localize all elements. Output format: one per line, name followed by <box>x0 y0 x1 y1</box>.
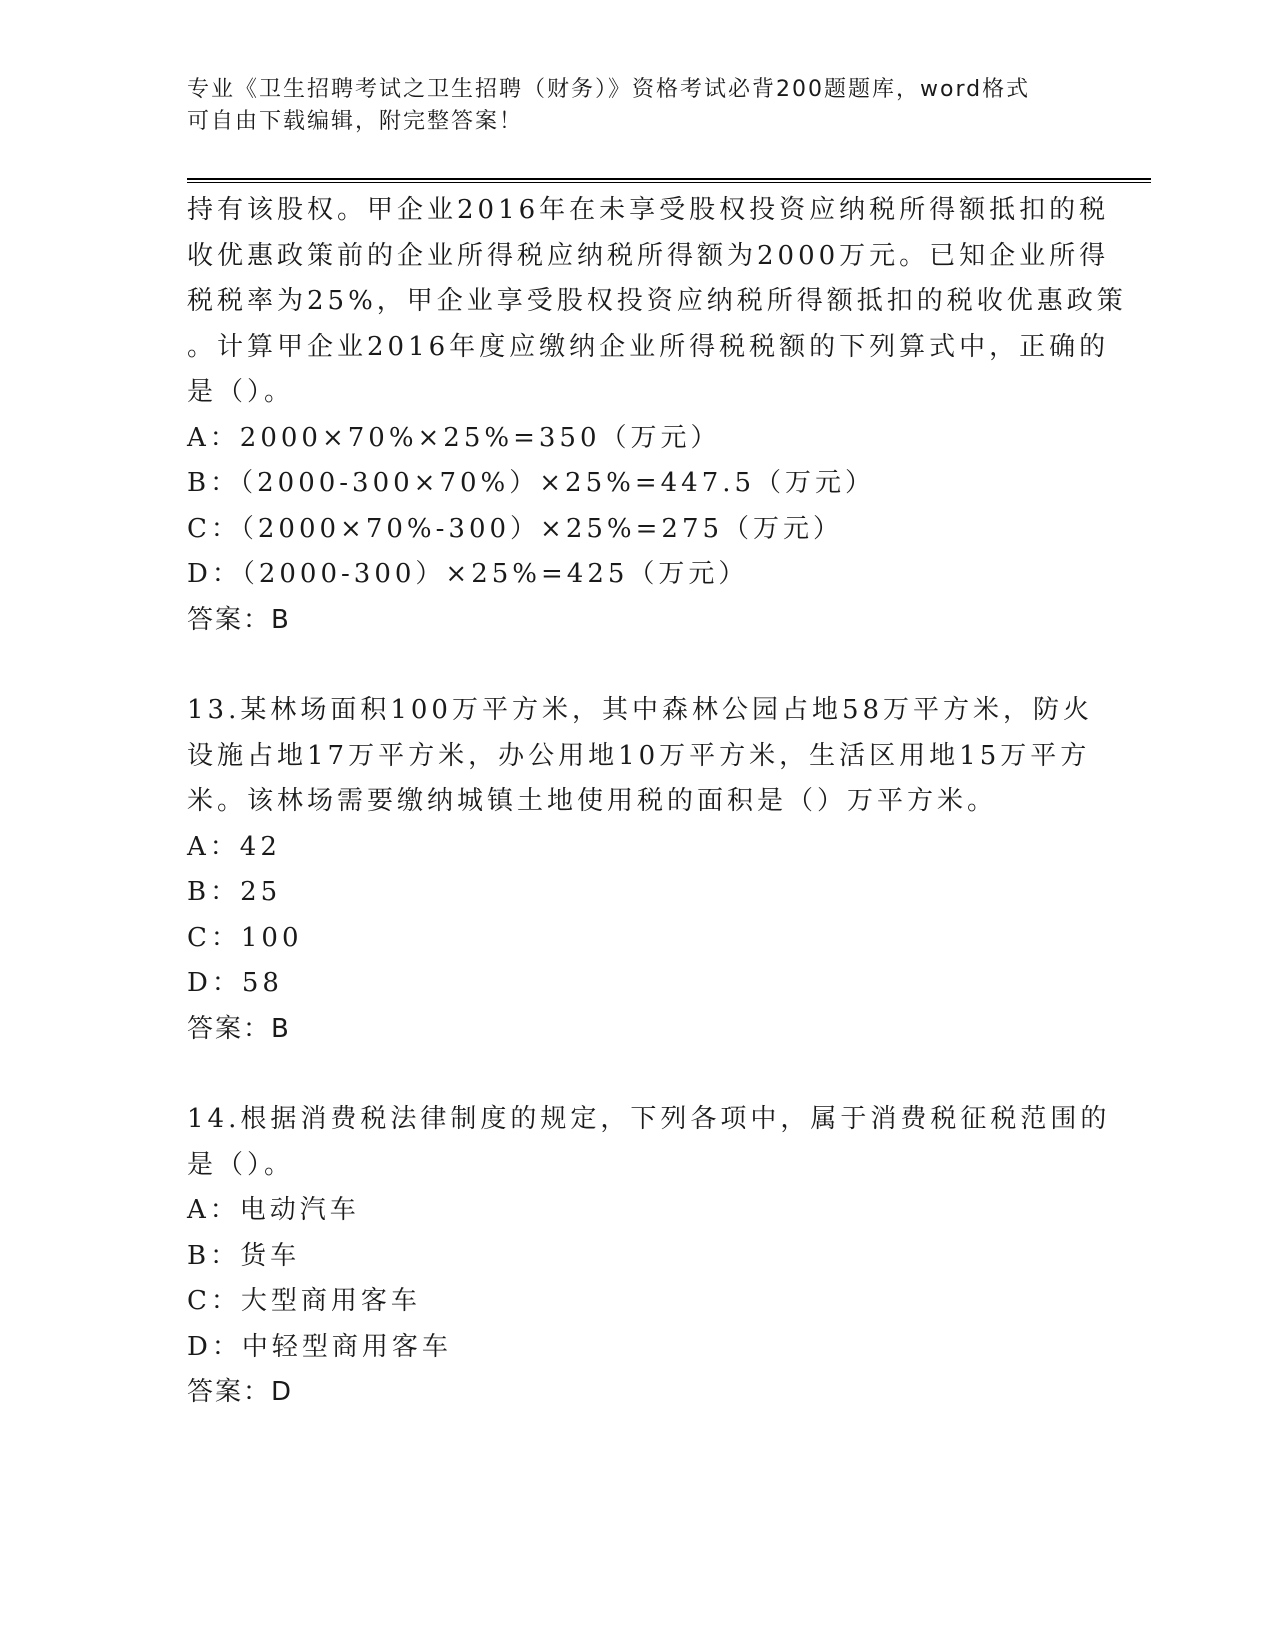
question-14-option-a: A：电动汽车 <box>187 1195 360 1225</box>
header-title-line-1: 专业《卫生招聘考试之卫生招聘（财务）》资格考试必背200题题库，word格式 <box>187 77 1031 102</box>
question-spacer <box>187 643 1087 688</box>
question-12-option-d: D：（2000-300）×25%=425（万元） <box>187 559 749 589</box>
question-13-option-a: A：42 <box>187 831 281 862</box>
question-13-text-line-3: 米。该林场需要缴纳城镇土地使用税的面积是（）万平方米。 <box>187 786 998 816</box>
question-12-option-c: C：（2000×70%-300）×25%=275（万元） <box>187 513 844 544</box>
question-12-option-a: A：2000×70%×25%=350（万元） <box>187 422 721 453</box>
question-12-text-line-4: 。计算甲企业2016年度应缴纳企业所得税税额的下列算式中，正确的 <box>187 331 1110 362</box>
question-12-text-line-3: 税税率为25%，甲企业享受股权投资应纳税所得额抵扣的税收优惠政策 <box>187 286 1127 316</box>
question-14 <box>187 1097 1111 1416</box>
question-13-option-c: C：100 <box>187 922 303 953</box>
header-title-line-2: 可自由下载编辑，附完整答案！ <box>187 109 524 134</box>
question-12 <box>187 188 1127 643</box>
header-divider-thick <box>187 178 1151 180</box>
document-body <box>187 188 1127 1416</box>
question-14-answer: 答案：D <box>187 1377 294 1407</box>
question-14-option-d: D：中轻型商用客车 <box>187 1331 452 1362</box>
question-13-option-b: B：25 <box>187 877 282 907</box>
question-12-text-line-5: 是（）。 <box>187 377 295 407</box>
question-14-text-line-1: 14.根据消费税法律制度的规定，下列各项中，属于消费税征税范围的 <box>187 1104 1111 1134</box>
question-13-text-line-2: 设施占地17万平方米，办公用地10万平方米，生活区用地15万平方 <box>187 740 1091 771</box>
question-12-answer: 答案：B <box>187 604 291 635</box>
question-spacer <box>187 1052 1087 1097</box>
question-13-text-line-1: 13.某林场面积100万平方米，其中森林公园占地58万平方米，防火 <box>187 695 1094 725</box>
question-13-answer: 答案：B <box>187 1013 291 1044</box>
question-14-option-c: C：大型商用客车 <box>187 1286 421 1316</box>
question-12-text-line-1: 持有该股权。甲企业2016年在未享受股权投资应纳税所得额抵扣的税 <box>187 195 1110 225</box>
question-14-text-line-2: 是（）。 <box>187 1149 295 1180</box>
question-13 <box>187 688 1094 1052</box>
document-header <box>187 74 1087 138</box>
question-14-option-b: B：货车 <box>187 1240 301 1271</box>
header-divider-thin <box>187 182 1151 183</box>
question-12-text-line-2: 收优惠政策前的企业所得税应纳税所得额为2000万元。已知企业所得 <box>187 240 1110 271</box>
question-12-option-b: B：（2000-300×70%）×25%=447.5（万元） <box>187 468 876 498</box>
question-13-option-d: D：58 <box>187 968 283 998</box>
